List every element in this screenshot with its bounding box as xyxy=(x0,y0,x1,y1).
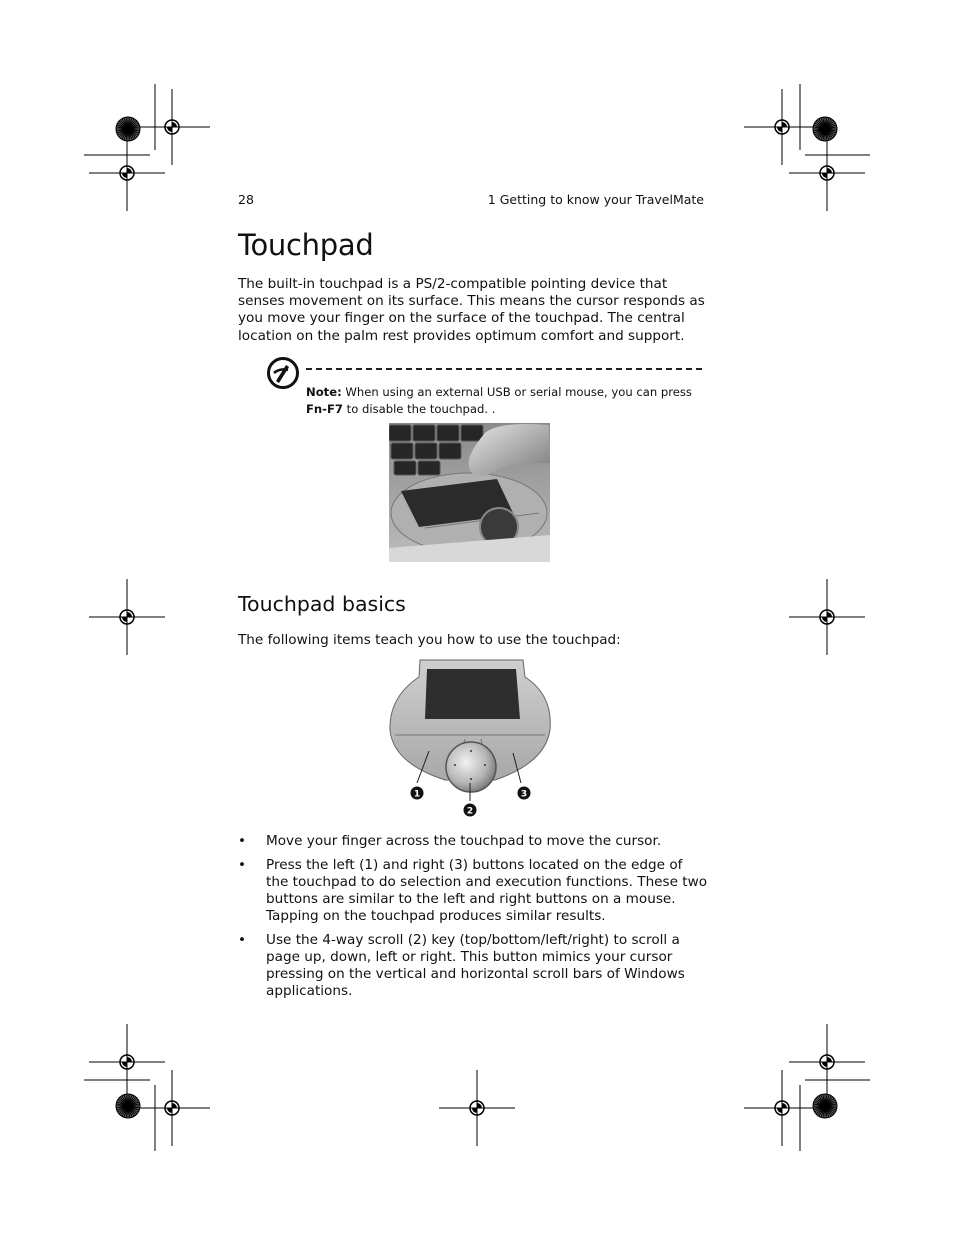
running-header: 1 Getting to know your TravelMate xyxy=(487,192,704,207)
note-key: Fn-F7 xyxy=(306,401,343,416)
starburst-mark xyxy=(115,116,141,142)
starburst-mark xyxy=(812,116,838,142)
bullet-point: • xyxy=(238,932,247,948)
section-intro: The following items teach you how to use the touchpad: xyxy=(238,632,621,648)
note-label: Note: xyxy=(306,385,342,399)
crosshair-mark xyxy=(744,1070,820,1146)
crosshair-mark xyxy=(89,135,165,211)
bullet-point: • xyxy=(238,857,247,873)
starburst-mark xyxy=(115,1093,141,1119)
callout-2 xyxy=(464,804,477,817)
page-title: Touchpad xyxy=(238,228,374,262)
section-title: Touchpad basics xyxy=(238,592,406,616)
note-icon xyxy=(266,356,300,390)
list-item: • Move your finger across the touchpad to move the cursor. xyxy=(238,833,662,849)
callout-3-label: 3 xyxy=(520,789,528,800)
touchpad-diagram xyxy=(385,655,555,820)
touchpad-photo xyxy=(389,423,550,562)
instruction-list xyxy=(238,833,708,1007)
callout-1-label: 1 xyxy=(413,789,421,800)
callout-2-label: 2 xyxy=(466,806,474,817)
intro-paragraph: The built-in touchpad is a PS/2-compatible pointing device that senses movement on its surface. This means the cursor responds as you move your finger on the surface of the touchpad. The central location on the palm rest provides optimum comfort and support. xyxy=(238,276,705,344)
crosshair-mark xyxy=(134,1070,210,1146)
callout-3 xyxy=(518,787,531,800)
callout-1 xyxy=(411,787,424,800)
note-text: Note: When using an external USB or serial mouse, you can press Fn-F7 to disable the touchpad. . xyxy=(306,385,692,416)
crosshair-mark xyxy=(789,579,865,655)
note-divider xyxy=(306,368,702,370)
list-item: • Use the 4-way scroll (2) key (top/bottom/left/right) to scroll a page up, down, left or right. This button mimics your cursor pressing on the vertical and horizontal scroll bars of Windows applications. xyxy=(238,932,685,999)
bullet-point: • xyxy=(238,833,247,849)
starburst-mark xyxy=(812,1093,838,1119)
list-item: • Press the left (1) and right (3) buttons located on the edge of the touchpad to do selection and execution functions. These two buttons are similar to the left and right buttons on a mouse. Tapping on the touchpad produces similar results. xyxy=(238,857,708,924)
page-number: 28 xyxy=(238,192,254,207)
crosshair-mark xyxy=(789,135,865,211)
crosshair-mark xyxy=(439,1070,515,1146)
crosshair-mark xyxy=(89,579,165,655)
